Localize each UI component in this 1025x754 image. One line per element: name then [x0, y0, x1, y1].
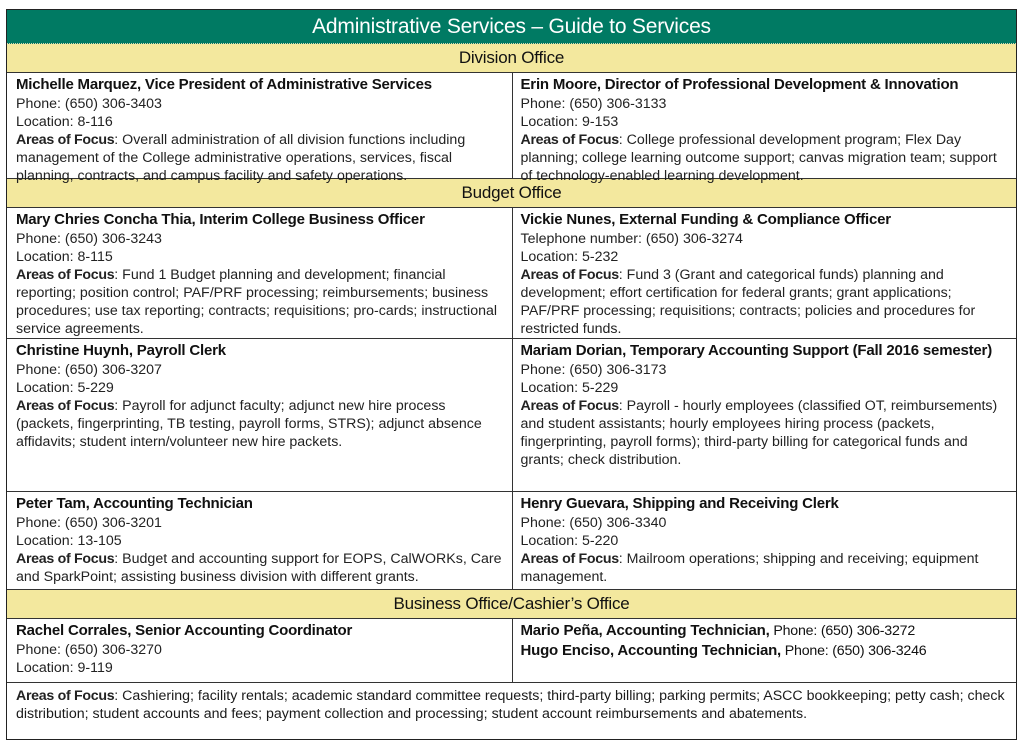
staff-phone: Phone: (650) 306-3173 — [520, 362, 667, 378]
focus-label: Areas of Focus — [16, 398, 115, 414]
section-heading-business-office: Business Office/Cashier’s Office — [7, 590, 1016, 619]
staff-name: Michelle Marquez, Vice President of Administrative Services — [16, 76, 432, 93]
staff-focus: Areas of Focus: Fund 3 (Grant and categorical funds) planning and development; effort certification for federal grants; grant applications; PAF/PRF processing; requisitions; contracts; policies and procedures for restricted funds. — [520, 267, 976, 337]
staff-focus: Areas of Focus: Fund 1 Budget planning and development; financial reporting; position control; PAF/PRF processing; reimbursements; business procedures; use tax reporting; contracts; requisitions; pro-cards; instructional service agreements. — [16, 267, 498, 337]
table-row — [7, 492, 1016, 590]
staff-card — [7, 339, 512, 491]
staff-name: Vickie Nunes, External Funding & Compliance Officer — [520, 211, 891, 228]
staff-phone: Phone: (650) 306-3272 — [769, 623, 916, 639]
staff-location: Location: 5-229 — [520, 380, 619, 396]
staff-focus: Areas of Focus: Payroll for adjunct faculty; adjunct new hire process (packets, fingerprinting, TB testing, payroll forms, STRS); adjunct absence affidavits; student intern/volunteer new hire packets. — [16, 398, 482, 450]
staff-location: Location: 5-220 — [520, 533, 619, 549]
staff-name: Peter Tam, Accounting Technician — [16, 495, 253, 512]
table-row — [7, 339, 1016, 492]
focus-label: Areas of Focus — [520, 132, 619, 148]
focus-label: Areas of Focus — [520, 267, 619, 283]
staff-phone: Telephone number: (650) 306-3274 — [520, 231, 743, 247]
staff-entry — [521, 621, 1008, 641]
staff-card — [512, 492, 1017, 589]
staff-name: Rachel Corrales, Senior Accounting Coordinator — [16, 622, 353, 639]
focus-label: Areas of Focus — [16, 267, 115, 283]
staff-phone: Phone: (650) 306-3133 — [520, 96, 667, 112]
focus-label: Areas of Focus — [16, 551, 115, 567]
staff-phone: Phone: (650) 306-3270 — [16, 642, 162, 658]
services-guide-table — [6, 9, 1017, 740]
page-title: Administrative Services – Guide to Services — [7, 10, 1016, 44]
staff-location: Location: 9-119 — [16, 660, 113, 676]
staff-location: Location: 13-105 — [16, 533, 122, 549]
staff-phone: Phone: (650) 306-3403 — [16, 96, 162, 112]
staff-focus: Areas of Focus: College professional development program; Flex Day planning; college learning outcome support; canvas migration team; support of technology-enabled learning development. — [520, 132, 997, 184]
staff-phone: Phone: (650) 306-3246 — [781, 643, 927, 659]
staff-location: Location: 8-115 — [16, 249, 113, 265]
staff-phone: Phone: (650) 306-3201 — [16, 515, 162, 531]
staff-card — [512, 619, 1017, 682]
staff-location: Location: 5-229 — [16, 380, 114, 396]
staff-name: Erin Moore, Director of Professional Development & Innovation — [520, 76, 959, 93]
staff-name: Mariam Dorian, Temporary Accounting Support (Fall 2016 semester) — [520, 342, 992, 359]
focus-label: Areas of Focus — [16, 132, 115, 148]
focus-label: Areas of Focus — [520, 398, 619, 414]
staff-name: Henry Guevara, Shipping and Receiving Clerk — [520, 495, 839, 512]
focus-label: Areas of Focus — [520, 551, 619, 567]
staff-location: Location: 5-232 — [520, 249, 619, 265]
staff-focus: Areas of Focus: Budget and accounting support for EOPS, CalWORKs, Care and SparkPoint; assisting business division with different grants. — [16, 551, 502, 585]
staff-card — [7, 73, 512, 184]
staff-entry — [521, 641, 1008, 661]
staff-focus: Areas of Focus: Payroll - hourly employees (classified OT, reimbursements) and student assistants; hourly employees hiring process (packets, fingerprinting, payroll forms); third-party billing for categorical funds and grants; check distribution. — [520, 398, 998, 468]
staff-focus: Areas of Focus: Overall administration of all division functions including management of the College administrative operations, services, fiscal planning, contracts, and campus facility and safety operations. — [16, 132, 466, 184]
staff-card — [512, 208, 1017, 338]
table-row — [7, 73, 1016, 184]
staff-phone: Phone: (650) 306-3340 — [520, 515, 667, 531]
staff-name: Mario Peña, Accounting Technician, — [520, 622, 770, 639]
office-focus: Areas of Focus: Cashiering; facility rentals; academic standard committee requests; third-party billing; parking permits; ASCC bookkeeping; petty cash; check distribution; student accounts and fees; payment collection and processing; student account reimbursements and abatements. — [16, 688, 1005, 722]
staff-card — [7, 492, 512, 589]
staff-location: Location: 9-153 — [520, 114, 619, 130]
staff-card — [7, 619, 512, 682]
table-row — [7, 683, 1016, 739]
table-row — [7, 208, 1016, 339]
staff-location: Location: 8-116 — [16, 114, 113, 130]
table-row — [7, 619, 1016, 683]
staff-name: Hugo Enciso, Accounting Technician, — [520, 642, 782, 659]
staff-name: Christine Huynh, Payroll Clerk — [16, 342, 226, 359]
staff-card — [512, 339, 1017, 491]
section-heading-division-office: Division Office — [7, 44, 1016, 73]
staff-phone: Phone: (650) 306-3243 — [16, 231, 162, 247]
section-heading-budget-office: Budget Office — [7, 179, 1016, 208]
staff-card — [512, 73, 1017, 184]
staff-card — [7, 208, 512, 338]
focus-label: Areas of Focus — [16, 688, 115, 704]
staff-focus: Areas of Focus: Mailroom operations; shipping and receiving; equipment management. — [520, 551, 979, 585]
staff-phone: Phone: (650) 306-3207 — [16, 362, 162, 378]
staff-name: Mary Chries Concha Thia, Interim College Business Officer — [16, 211, 425, 228]
